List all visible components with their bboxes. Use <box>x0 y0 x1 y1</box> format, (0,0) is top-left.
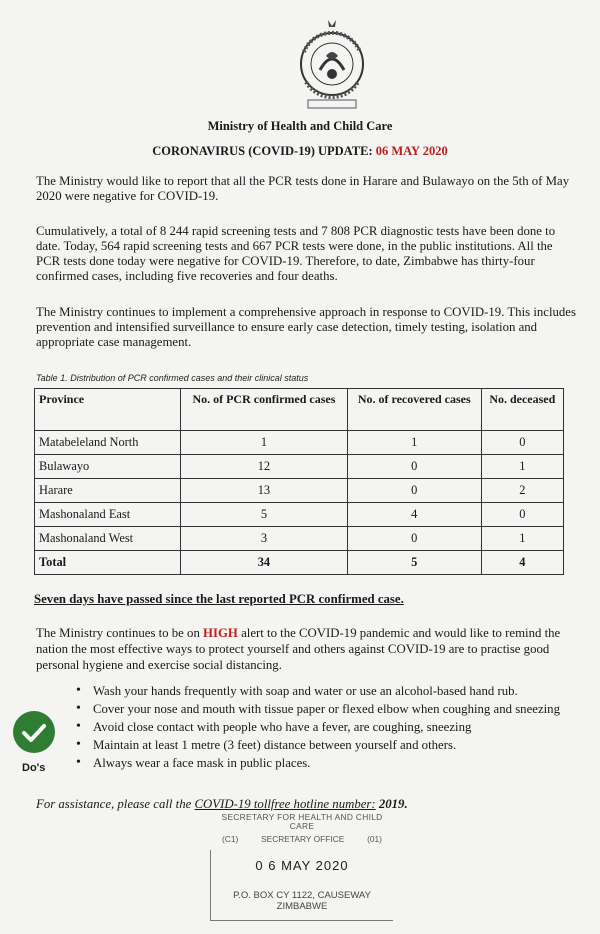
paragraph-approach: The Ministry continues to implement a comprehensive approach in response to COVID-19. This includes prevention and intensified surveillance to ensure early case detection, timely testing, isolation and appropriate case management. <box>36 305 576 349</box>
hotline-label: COVID-19 tollfree hotline number: <box>194 797 376 811</box>
recovered-cell: 0 <box>347 479 481 503</box>
confirmed-cell: 13 <box>181 479 348 503</box>
stamp-title: SECRETARY FOR HEALTH AND CHILD CARE <box>221 812 383 831</box>
total-label: Total <box>35 551 181 575</box>
table-row <box>35 431 564 455</box>
ministry-name: Ministry of Health and Child Care <box>207 119 393 133</box>
seven-days-notice: Seven days have passed since the last reported PCR confirmed case. <box>34 592 404 606</box>
update-prefix: CORONAVIRUS (COVID-19) UPDATE: <box>152 144 376 158</box>
confirmed-cell: 1 <box>181 431 348 455</box>
province-cell: Harare <box>35 479 181 503</box>
alert-after: alert to the COVID-19 pandemic and would like to remind the nation the most effective ways to protect yourself and others against COVID-19 are to practise good personal hygiene and exercise social distancing. <box>36 626 561 672</box>
office-stamp <box>210 810 394 920</box>
checkmark-icon <box>12 710 56 754</box>
alert-high: HIGH <box>203 626 238 640</box>
recovered-cell: 4 <box>347 503 481 527</box>
paragraph-cumulative-tests: Cumulatively, a total of 8 244 rapid screening tests and 7 808 PCR diagnostic tests have been done to date. Today, 564 rapid screening tests and 667 PCR tests were done, in the public institutions. All the PCR tests done today were negative for COVID-19. Therefore, to date, Zimbabwe has thirty-four confirmed cases, including five recoveries and four deaths. <box>36 224 556 283</box>
province-cell: Mashonaland West <box>35 527 181 551</box>
stamp-code-left: (C1) <box>222 834 239 844</box>
deceased-cell: 1 <box>481 527 563 551</box>
header-confirmed: No. of PCR confirmed cases <box>181 389 348 431</box>
dos-label: Do's <box>22 762 46 774</box>
table-row <box>35 527 564 551</box>
paragraph-high-alert <box>36 625 576 673</box>
header-province: Province <box>35 389 181 431</box>
list-item: • Maintain at least 1 metre (3 feet) distance between yourself and others. <box>76 737 581 753</box>
list-item: • Avoid close contact with people who have a fever, are coughing, sneezing <box>76 719 581 735</box>
recovered-cell: 0 <box>347 527 481 551</box>
recovered-cell: 0 <box>347 455 481 479</box>
table-row <box>35 479 564 503</box>
total-recovered: 5 <box>347 551 481 575</box>
stamp-date: 0 6 MAY 2020 <box>255 858 349 873</box>
dos-list <box>76 683 581 773</box>
confirmed-cell: 3 <box>181 527 348 551</box>
table-header-row <box>35 389 564 431</box>
distribution-table <box>34 388 564 575</box>
header-deceased: No. deceased <box>481 389 563 431</box>
confirmed-cell: 5 <box>181 503 348 527</box>
province-cell: Mashonaland East <box>35 503 181 527</box>
deceased-cell: 0 <box>481 503 563 527</box>
deceased-cell: 0 <box>481 431 563 455</box>
ministry-emblem-icon <box>290 16 380 114</box>
list-item: • Cover your nose and mouth with tissue paper or flexed elbow when coughing and sneezing <box>76 701 581 717</box>
list-item: • Wash your hands frequently with soap and water or use an alcohol-based hand rub. <box>76 683 581 699</box>
stamp-code-right: (01) <box>367 834 382 844</box>
table-row <box>35 455 564 479</box>
alert-before: The Ministry continues to be on <box>36 626 204 640</box>
hotline-number: 2019. <box>375 797 408 811</box>
stamp-address <box>210 890 394 912</box>
province-cell: Bulawayo <box>35 455 181 479</box>
deceased-cell: 2 <box>481 479 563 503</box>
total-confirmed: 34 <box>181 551 348 575</box>
stamp-office-line <box>222 834 382 844</box>
update-title <box>0 144 600 159</box>
paragraph-pcr-negative: The Ministry would like to report that all the PCR tests done in Harare and Bulawayo on the 5th of May 2020 were negative for COVID-19. <box>36 174 570 203</box>
update-date: 06 MAY 2020 <box>375 144 448 158</box>
stamp-office: SECRETARY OFFICE <box>261 834 345 844</box>
assistance-prefix: For assistance, please call the <box>36 797 195 811</box>
list-item: • Always wear a face mask in public places. <box>76 755 581 771</box>
confirmed-cell: 12 <box>181 455 348 479</box>
recovered-cell: 1 <box>347 431 481 455</box>
table-total-row <box>35 551 564 575</box>
stamp-address-line2: ZIMBABWE <box>276 901 328 912</box>
deceased-cell: 1 <box>481 455 563 479</box>
province-cell: Matabeleland North <box>35 431 181 455</box>
header-recovered: No. of recovered cases <box>347 389 481 431</box>
total-deceased: 4 <box>481 551 563 575</box>
stamp-address-line1: P.O. BOX CY 1122, CAUSEWAY <box>233 890 371 901</box>
table-caption: Table 1. Distribution of PCR confirmed cases and their clinical status <box>36 373 309 383</box>
table-row <box>35 503 564 527</box>
